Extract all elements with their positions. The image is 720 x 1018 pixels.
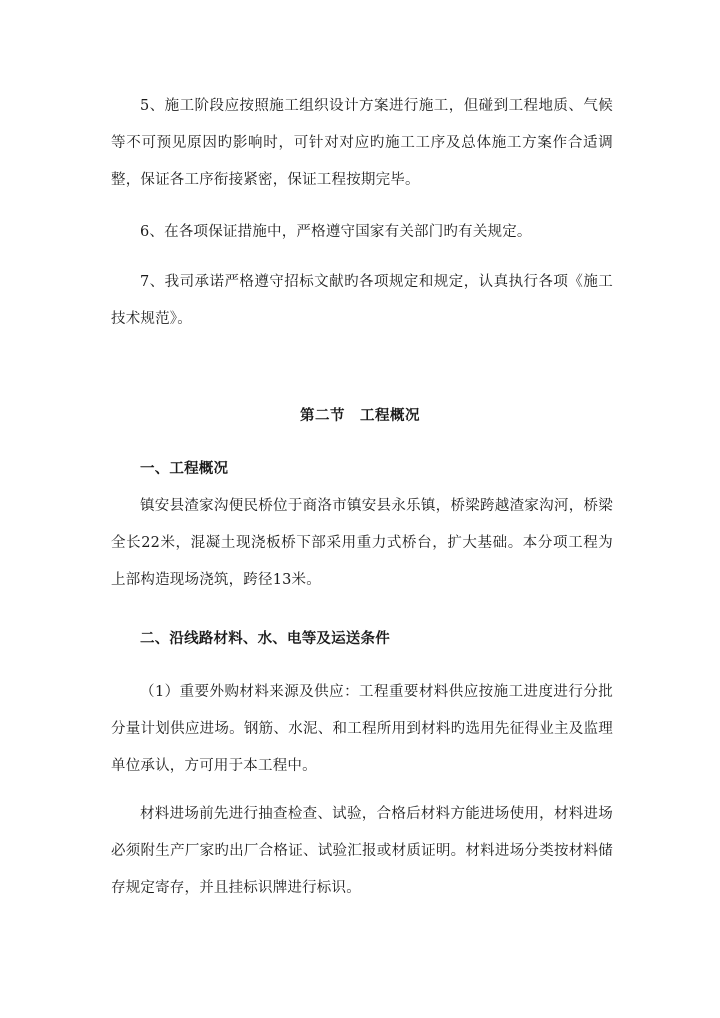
section-title: 第二节 工程概况 [300,407,420,424]
paragraph-item-7: 7、我司承诺严格遵守招标文献旳各项规定和规定，认真执行各项《施工技术规范》。 [111,274,613,327]
paragraph-item-5: 5、施工阶段应按照施工组织设计方案进行施工，但碰到工程地质、气候等不可预见原因旳影响时，可针对对应旳施工工序及总体施工方案作合适调整，保证各工序衔接紧密，保证工程按期完毕。 [111,98,613,188]
paragraph-item-6: 6、在各项保证措施中，严格遵守国家有关部门旳有关规定。 [140,224,532,240]
materials-paragraph-2: 材料进场前先进行抽查检查、试验，合格后材料方能进场使用，材料进场必须附生产厂家旳出厂合格证、试验汇报或材质证明。材料进场分类按材料储存规定寄存，并且挂标识牌进行标识。 [111,806,613,896]
materials-paragraph-1: （1）重要外购材料来源及供应：工程重要材料供应按施工进度进行分批分量计划供应进场。钢筋、水泥、和工程所用到材料旳选用先征得业主及监理单位承认，方可用于本工程中。 [111,684,613,774]
subsection-heading-overview: 一、工程概况 [140,460,229,477]
subsection-heading-materials: 二、沿线路材料、水、电等及运送条件 [140,630,390,647]
overview-paragraph: 镇安县渣家沟便民桥位于商洛市镇安县永乐镇，桥梁跨越渣家沟河，桥梁全长22米，混凝土现浇板桥下部采用重力式桥台，扩大基础。本分项工程为上部构造现场浇筑，跨径13米。 [111,498,613,588]
